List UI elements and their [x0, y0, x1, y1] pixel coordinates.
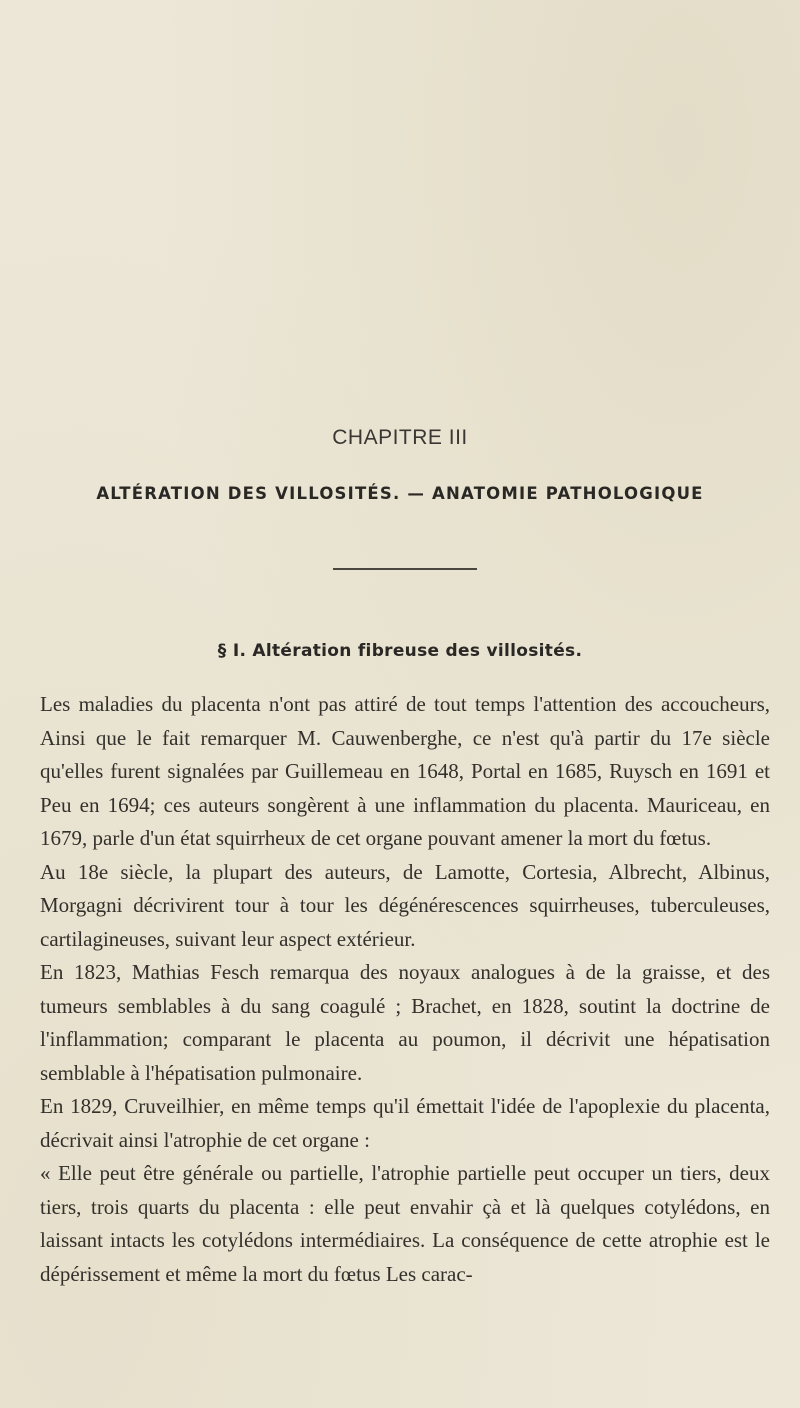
paragraph: « Elle peut être générale ou partielle, l'atrophie partielle peut occuper un tiers, deux tiers, trois quarts du placenta : elle peut envahir çà et là quelques cotylédons, en laissant intacts les cotylédons intermédiaires. La conséquence de cette atrophie est le dépérissement et même la mort du fœtus Les carac- — [40, 1161, 770, 1286]
chapter-title: CHAPITRE III — [332, 426, 468, 449]
section-heading: ALTÉRATION DES VILLOSITÉS. — ANATOMIE PATHOLOGIQUE — [96, 484, 704, 503]
body-text — [40, 688, 770, 1291]
paragraph: En 1829, Cruveilhier, en même temps qu'il émettait l'idée de l'apoplexie du placenta, décrivait ainsi l'atrophie de cet organe : — [40, 1094, 770, 1152]
subsection-heading: § I. Altération fibreuse des villosités. — [217, 641, 583, 661]
paragraph: En 1823, Mathias Fesch remarqua des noyaux analogues à de la graisse, et des tumeurs semblables à du sang coagulé ; Brachet, en 1828, soutint la doctrine de l'inflammation; comparant le placenta au poumon, il décrivit une hépatisation semblable à l'hépatisation pulmonaire. — [40, 960, 770, 1085]
divider-rule — [333, 568, 477, 570]
paragraph: Au 18e siècle, la plupart des auteurs, de Lamotte, Cortesia, Albrecht, Albinus, Morgagni décrivirent tour à tour les dégénérescences squirrheuses, tuberculeuses, cartilagineuses, suivant leur aspect extérieur. — [40, 859, 770, 951]
paragraph: Les maladies du placenta n'ont pas attiré de tout temps l'attention des accoucheurs, Ainsi que le fait remarquer M. Cauwenberghe, ce n'est qu'à partir du 17e siècle qu'elles furent signalées par Guillemeau en 1648, Portal en 1685, Ruysch en 1691 et Peu en 1694; ces auteurs songèrent à une inflammation du placenta. Mauriceau, en 1679, parle d'un état squirrheux de cet organe pouvant amener la mort du fœtus. — [40, 692, 770, 850]
